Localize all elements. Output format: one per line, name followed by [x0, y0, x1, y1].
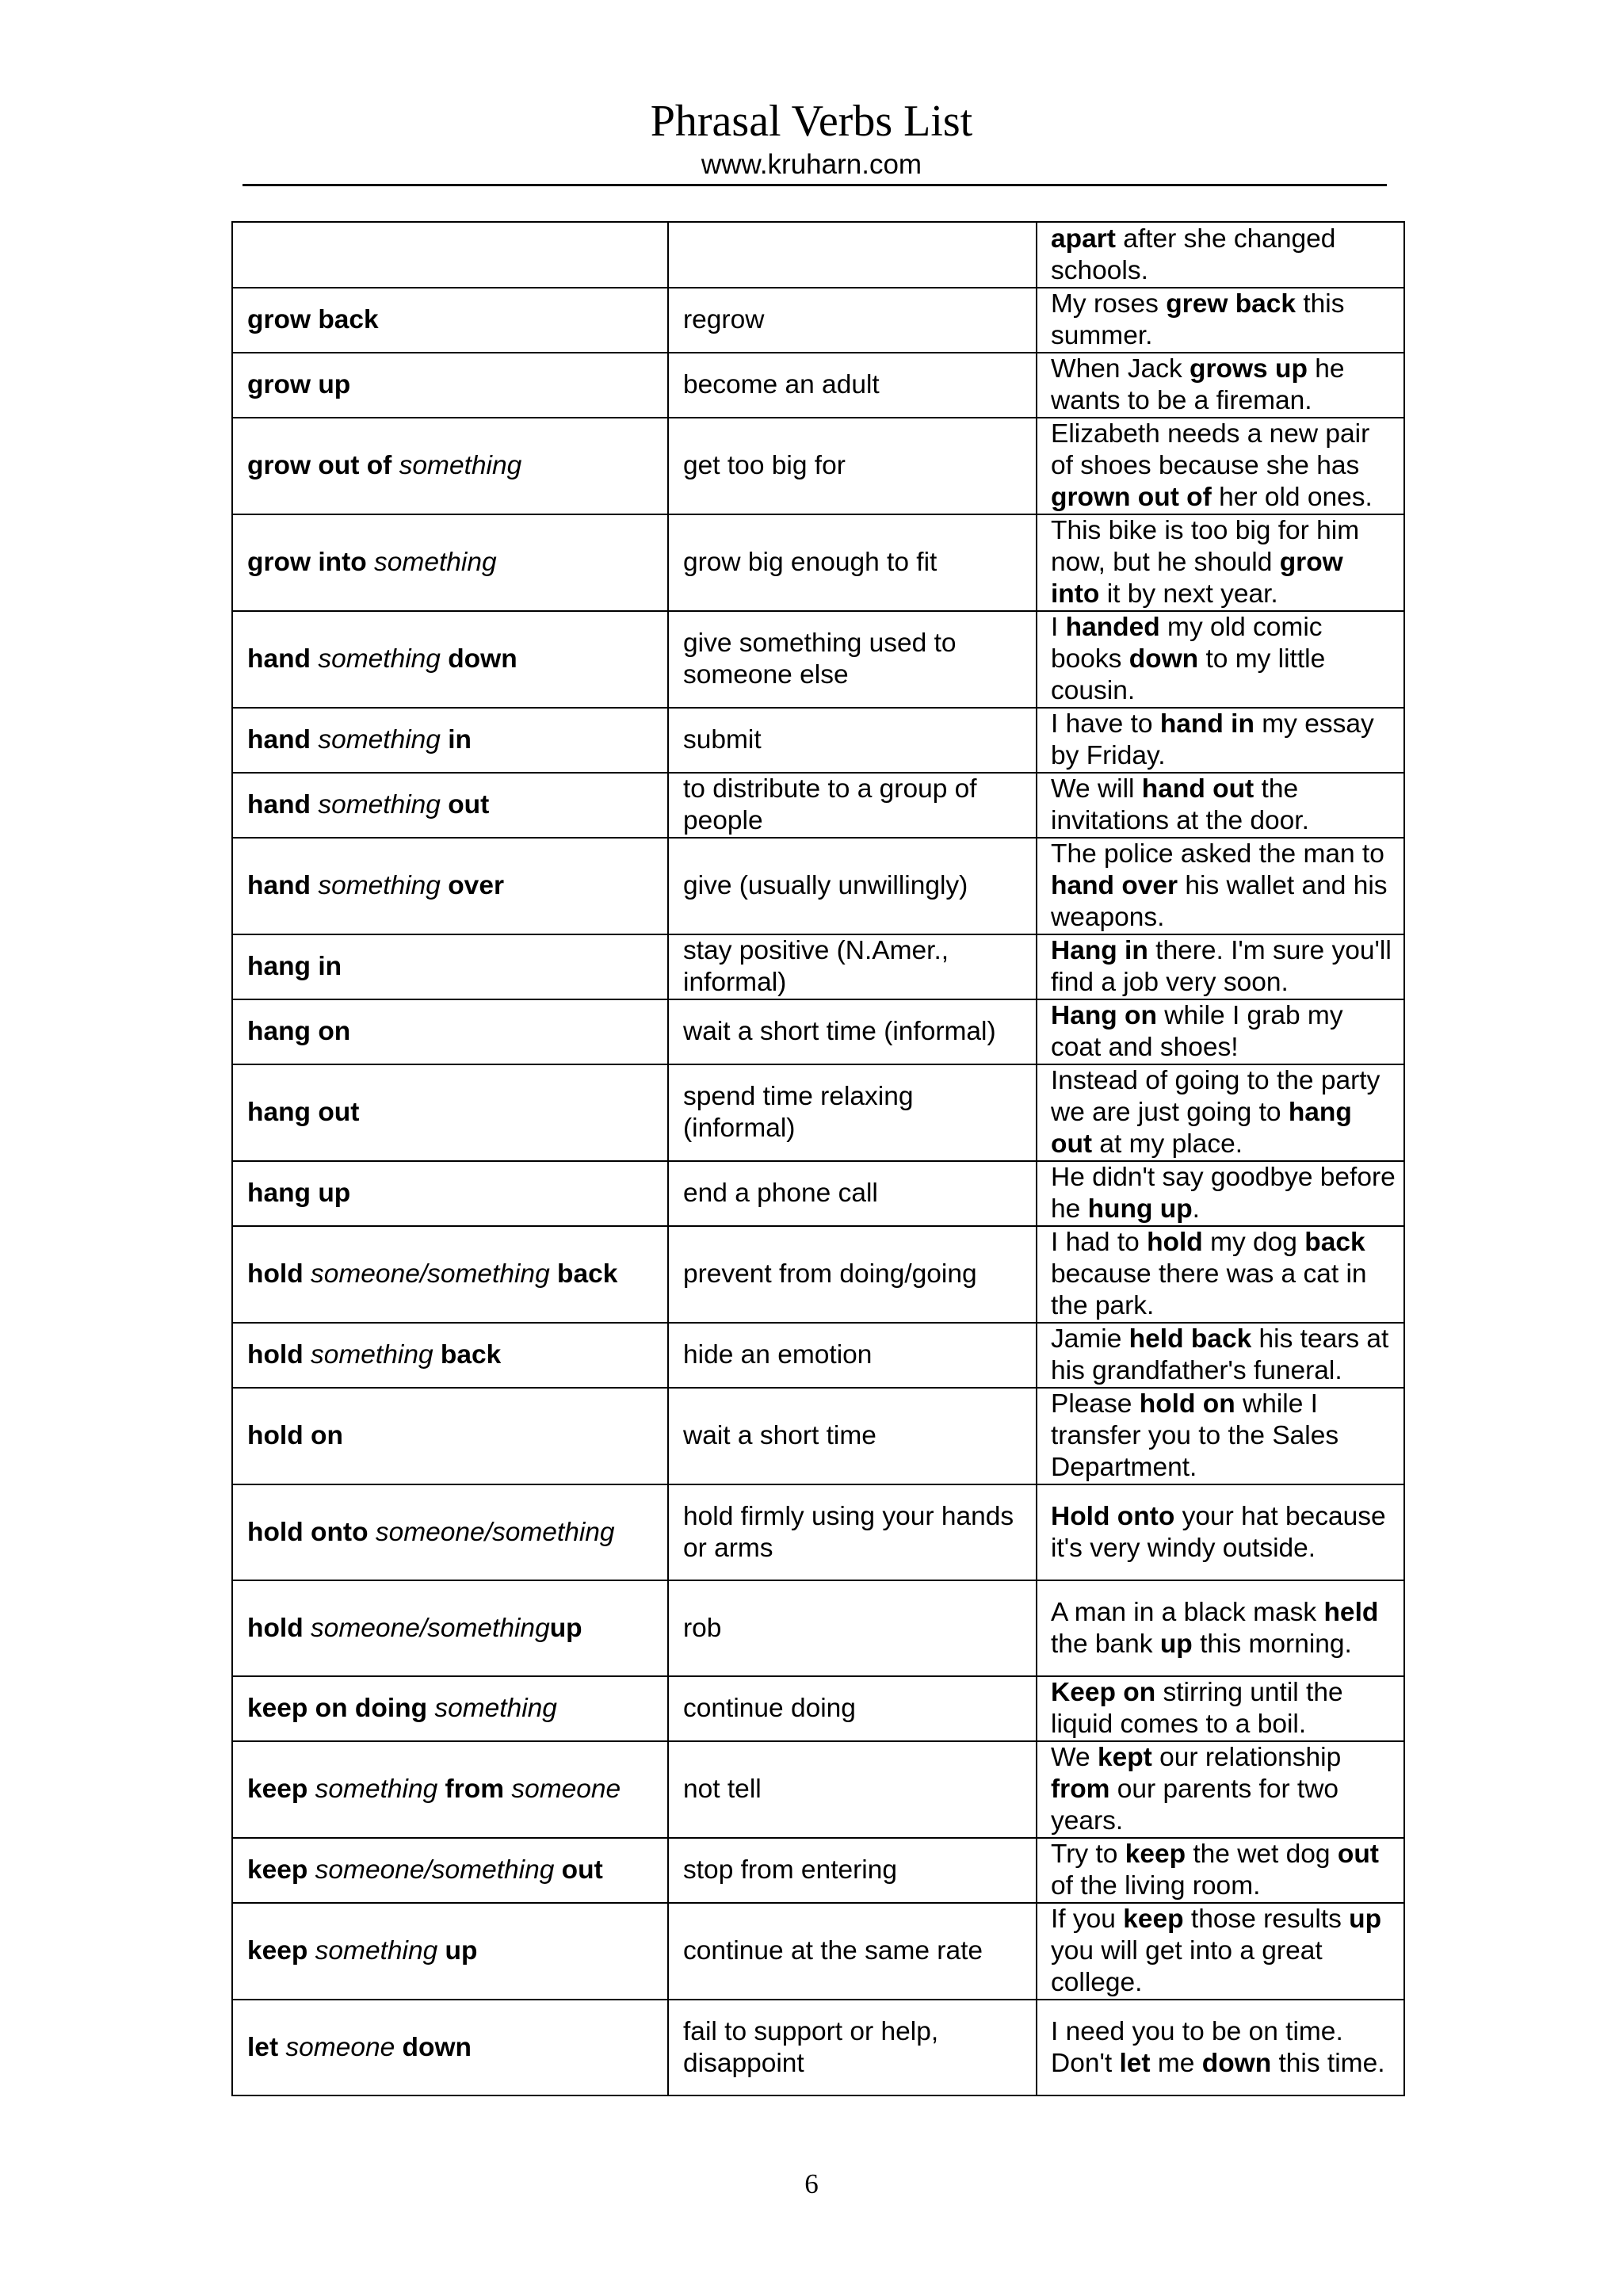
example-cell: I handed my old comic books down to my little cousin. — [1037, 611, 1404, 708]
meaning-cell: stay positive (N.Amer., informal) — [668, 934, 1037, 999]
table-row — [232, 514, 1404, 611]
table-row — [232, 353, 1404, 418]
example-cell: When Jack grows up he wants to be a fireman. — [1037, 353, 1404, 418]
table-row — [232, 1161, 1404, 1226]
table-row — [232, 999, 1404, 1064]
example-cell: Hang on while I grab my coat and shoes! — [1037, 999, 1404, 1064]
phrasal-verb-cell: keep something from someone — [232, 1741, 668, 1838]
table-row — [232, 1226, 1404, 1323]
table-row — [232, 1484, 1404, 1580]
meaning-cell: give something used to someone else — [668, 611, 1037, 708]
phrasal-verb-cell: hold on — [232, 1388, 668, 1484]
page-number: 6 — [804, 2168, 819, 2199]
example-cell: If you keep those results up you will get into a great college. — [1037, 1903, 1404, 2000]
meaning-cell: spend time relaxing (informal) — [668, 1064, 1037, 1161]
table-row — [232, 838, 1404, 934]
phrasal-verb-cell: hold someone/something back — [232, 1226, 668, 1323]
example-cell: I have to hand in my essay by Friday. — [1037, 708, 1404, 773]
table-body — [232, 222, 1404, 2095]
phrasal-verb-cell: hang up — [232, 1161, 668, 1226]
meaning-cell: rob — [668, 1580, 1037, 1676]
phrasal-verb-cell: let someone down — [232, 2000, 668, 2095]
phrasal-verb-cell: keep something up — [232, 1903, 668, 2000]
example-cell: Jamie held back his tears at his grandfather's funeral. — [1037, 1323, 1404, 1388]
meaning-cell: wait a short time (informal) — [668, 999, 1037, 1064]
example-cell: Elizabeth needs a new pair of shoes because she has grown out of her old ones. — [1037, 418, 1404, 514]
meaning-cell: become an adult — [668, 353, 1037, 418]
phrasal-verb-cell: grow back — [232, 288, 668, 353]
example-cell: We will hand out the invitations at the door. — [1037, 773, 1404, 838]
meaning-cell: submit — [668, 708, 1037, 773]
meaning-cell: grow big enough to fit — [668, 514, 1037, 611]
site-url: www.kruharn.com — [701, 149, 922, 180]
meaning-cell: fail to support or help, disappoint — [668, 2000, 1037, 2095]
phrasal-verb-cell: hold something back — [232, 1323, 668, 1388]
phrasal-verb-cell: keep someone/something out — [232, 1838, 668, 1903]
phrasal-verb-cell: hold onto someone/something — [232, 1484, 668, 1580]
table-row — [232, 222, 1404, 288]
phrasal-verb-cell: grow up — [232, 353, 668, 418]
table-row — [232, 1838, 1404, 1903]
table-row — [232, 611, 1404, 708]
example-cell: Instead of going to the party we are just going to hang out at my place. — [1037, 1064, 1404, 1161]
meaning-cell: to distribute to a group of people — [668, 773, 1037, 838]
phrasal-verb-cell: hang on — [232, 999, 668, 1064]
table-row — [232, 1903, 1404, 2000]
example-cell: I had to hold my dog back because there was a cat in the park. — [1037, 1226, 1404, 1323]
example-cell: Keep on stirring until the liquid comes to a boil. — [1037, 1676, 1404, 1741]
phrasal-verb-cell: hang out — [232, 1064, 668, 1161]
example-cell: He didn't say goodbye before he hung up. — [1037, 1161, 1404, 1226]
example-cell: The police asked the man to hand over his wallet and his weapons. — [1037, 838, 1404, 934]
phrasal-verb-cell: hand something out — [232, 773, 668, 838]
meaning-cell: end a phone call — [668, 1161, 1037, 1226]
meaning-cell: not tell — [668, 1741, 1037, 1838]
table-row — [232, 1388, 1404, 1484]
meaning-cell: continue at the same rate — [668, 1903, 1037, 2000]
page-title: Phrasal Verbs List — [650, 97, 973, 146]
meaning-cell: prevent from doing/going — [668, 1226, 1037, 1323]
meaning-cell: wait a short time — [668, 1388, 1037, 1484]
meaning-cell: hold firmly using your hands or arms — [668, 1484, 1037, 1580]
table-row — [232, 288, 1404, 353]
phrasal-verb-cell: hand something down — [232, 611, 668, 708]
phrasal-verb-cell — [232, 222, 668, 288]
table-row — [232, 1741, 1404, 1838]
table-row — [232, 773, 1404, 838]
table-row — [232, 1064, 1404, 1161]
phrasal-verb-cell: hand something in — [232, 708, 668, 773]
phrasal-verb-cell: grow out of something — [232, 418, 668, 514]
example-cell: Please hold on while I transfer you to the Sales Department. — [1037, 1388, 1404, 1484]
phrasal-verbs-table — [231, 221, 1405, 2096]
phrasal-verb-cell: keep on doing something — [232, 1676, 668, 1741]
meaning-cell: give (usually unwillingly) — [668, 838, 1037, 934]
table-row — [232, 708, 1404, 773]
example-cell: Hang in there. I'm sure you'll find a job very soon. — [1037, 934, 1404, 999]
meaning-cell: continue doing — [668, 1676, 1037, 1741]
example-cell: My roses grew back this summer. — [1037, 288, 1404, 353]
phrasal-verb-cell: grow into something — [232, 514, 668, 611]
meaning-cell — [668, 222, 1037, 288]
example-cell: We kept our relationship from our parents for two years. — [1037, 1741, 1404, 1838]
example-cell: This bike is too big for him now, but he should grow into it by next year. — [1037, 514, 1404, 611]
example-cell: A man in a black mask held the bank up this morning. — [1037, 1580, 1404, 1676]
table-row — [232, 2000, 1404, 2095]
example-cell: Hold onto your hat because it's very windy outside. — [1037, 1484, 1404, 1580]
table-row — [232, 1676, 1404, 1741]
example-cell: Try to keep the wet dog out of the living room. — [1037, 1838, 1404, 1903]
table-row — [232, 418, 1404, 514]
meaning-cell: regrow — [668, 288, 1037, 353]
phrasal-verb-cell: hold someone/somethingup — [232, 1580, 668, 1676]
phrasal-verb-cell: hand something over — [232, 838, 668, 934]
phrasal-verb-cell: hang in — [232, 934, 668, 999]
header-divider — [242, 184, 1387, 186]
example-cell: apart after she changed schools. — [1037, 222, 1404, 288]
meaning-cell: get too big for — [668, 418, 1037, 514]
meaning-cell: stop from entering — [668, 1838, 1037, 1903]
table-row — [232, 1323, 1404, 1388]
meaning-cell: hide an emotion — [668, 1323, 1037, 1388]
table-row — [232, 934, 1404, 999]
example-cell: I need you to be on time. Don't let me down this time. — [1037, 2000, 1404, 2095]
table-row — [232, 1580, 1404, 1676]
